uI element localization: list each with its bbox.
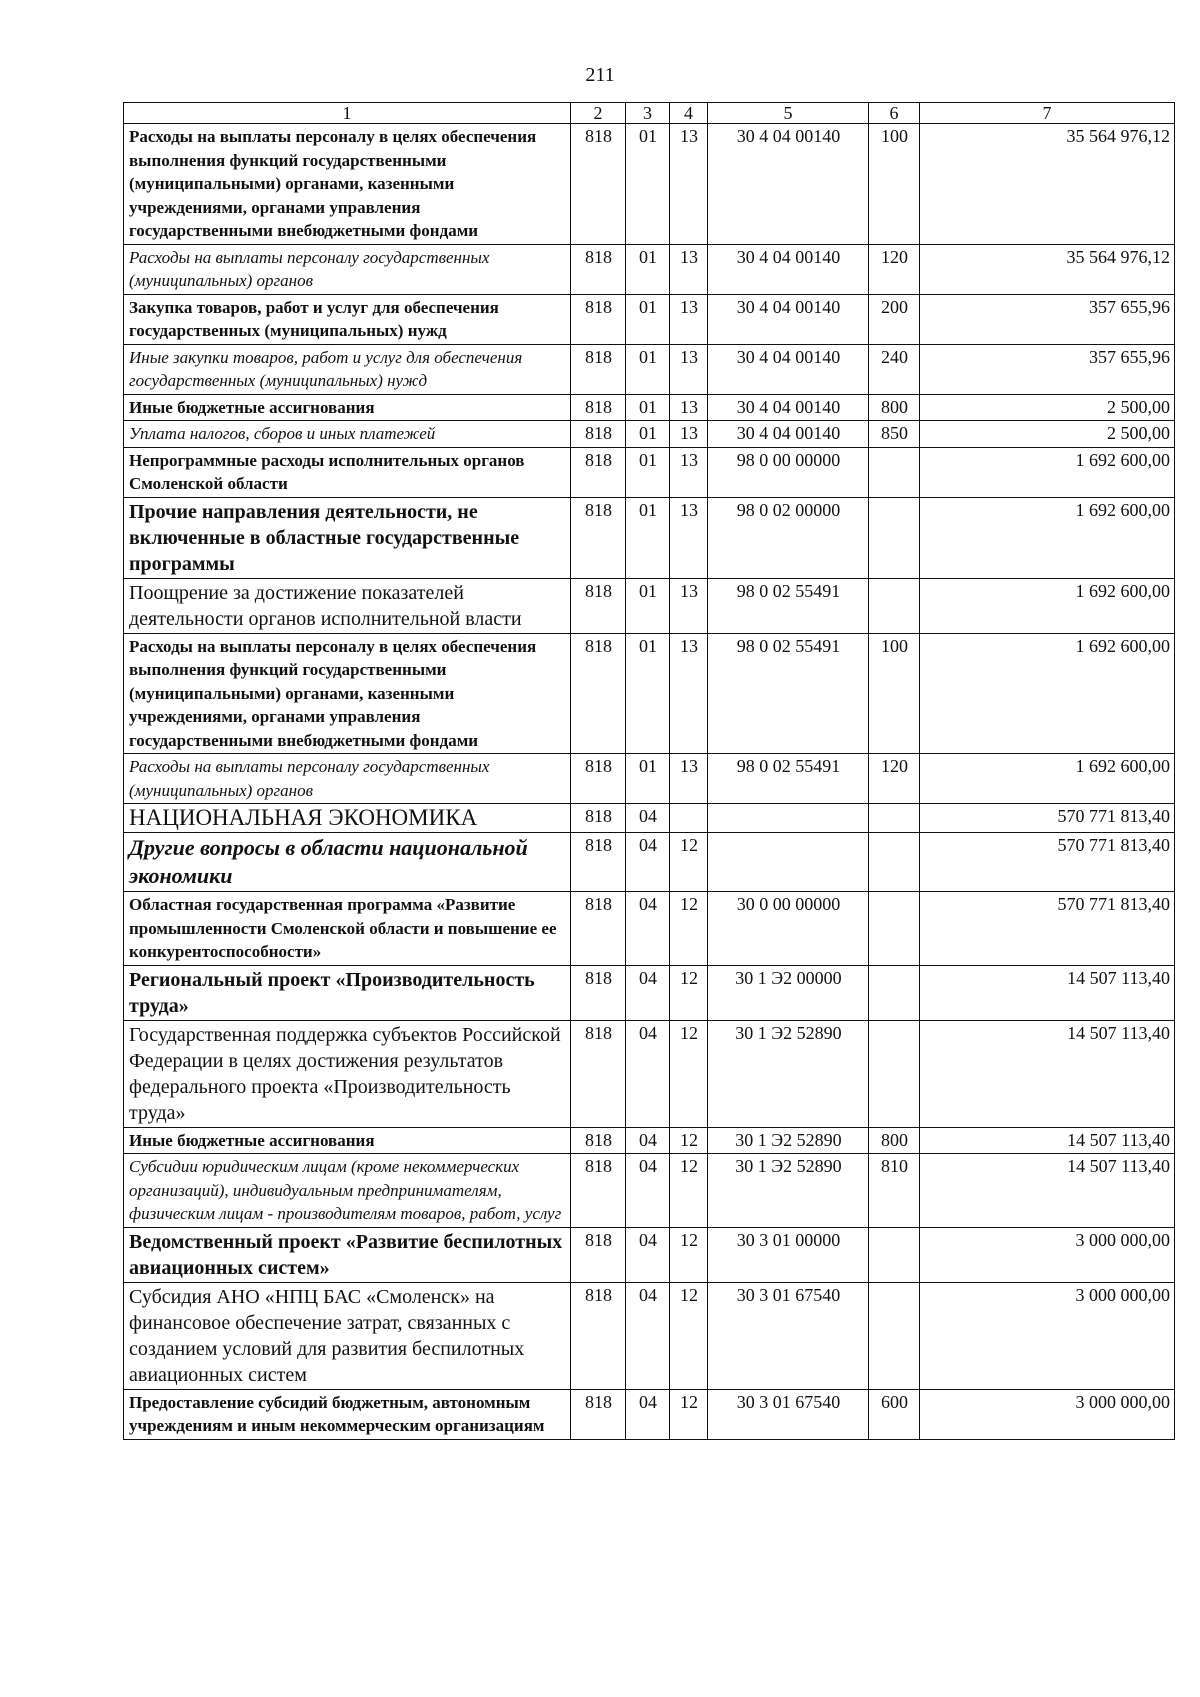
table-body xyxy=(124,124,1175,1440)
row-section: 818 xyxy=(571,578,626,633)
row-expense-type: 240 xyxy=(869,344,920,394)
row-section: 818 xyxy=(571,344,626,394)
row-subsection: 01 xyxy=(626,633,670,754)
table-row xyxy=(124,447,1175,497)
table-row xyxy=(124,1154,1175,1228)
header-col-6: 6 xyxy=(869,103,920,124)
row-name: Уплата налогов, сборов и иных платежей xyxy=(124,421,571,448)
row-amount: 14 507 113,40 xyxy=(920,1020,1175,1127)
budget-table xyxy=(123,102,1175,1440)
row-section: 818 xyxy=(571,892,626,966)
row-subsection: 01 xyxy=(626,294,670,344)
row-section: 818 xyxy=(571,1227,626,1282)
table-row xyxy=(124,892,1175,966)
row-amount: 14 507 113,40 xyxy=(920,1127,1175,1154)
row-target-code: 30 4 04 00140 xyxy=(708,344,869,394)
table-row xyxy=(124,294,1175,344)
row-item: 13 xyxy=(670,294,708,344)
table-row xyxy=(124,633,1175,754)
row-subsection: 01 xyxy=(626,497,670,578)
row-expense-type: 800 xyxy=(869,1127,920,1154)
row-section: 818 xyxy=(571,294,626,344)
row-subsection: 01 xyxy=(626,244,670,294)
header-col-4: 4 xyxy=(670,103,708,124)
row-target-code: 98 0 00 00000 xyxy=(708,447,869,497)
row-subsection: 04 xyxy=(626,1389,670,1439)
row-name: НАЦИОНАЛЬНАЯ ЭКОНОМИКА xyxy=(124,804,571,833)
row-expense-type xyxy=(869,833,920,892)
row-item: 12 xyxy=(670,1282,708,1389)
row-amount: 3 000 000,00 xyxy=(920,1282,1175,1389)
table-row xyxy=(124,804,1175,833)
row-amount: 14 507 113,40 xyxy=(920,965,1175,1020)
row-subsection: 04 xyxy=(626,1282,670,1389)
row-expense-type xyxy=(869,1020,920,1127)
row-expense-type: 850 xyxy=(869,421,920,448)
row-name: Закупка товаров, работ и услуг для обеспечения государственных (муниципальных) нужд xyxy=(124,294,571,344)
row-name: Иные закупки товаров, работ и услуг для обеспечения государственных (муниципальных) нужд xyxy=(124,344,571,394)
row-name: Непрограммные расходы исполнительных органов Смоленской области xyxy=(124,447,571,497)
row-target-code: 30 4 04 00140 xyxy=(708,394,869,421)
table-row xyxy=(124,244,1175,294)
row-name: Поощрение за достижение показателей деятельности органов исполнительной власти xyxy=(124,578,571,633)
table-row xyxy=(124,833,1175,892)
row-section: 818 xyxy=(571,1154,626,1228)
row-name: Расходы на выплаты персоналу государственных (муниципальных) органов xyxy=(124,754,571,804)
header-col-7: 7 xyxy=(920,103,1175,124)
row-target-code: 30 1 Э2 52890 xyxy=(708,1154,869,1228)
row-amount: 35 564 976,12 xyxy=(920,124,1175,245)
row-target-code: 98 0 02 55491 xyxy=(708,578,869,633)
row-subsection: 01 xyxy=(626,754,670,804)
row-expense-type xyxy=(869,1227,920,1282)
row-expense-type xyxy=(869,804,920,833)
row-subsection: 01 xyxy=(626,344,670,394)
row-expense-type xyxy=(869,1282,920,1389)
table-row xyxy=(124,421,1175,448)
row-target-code: 30 3 01 67540 xyxy=(708,1282,869,1389)
row-target-code: 30 0 00 00000 xyxy=(708,892,869,966)
row-subsection: 04 xyxy=(626,1154,670,1228)
row-name: Субсидия АНО «НПЦ БАС «Смоленск» на финансовое обеспечение затрат, связанных с созданием условий для развития беспилотных авиационных систем xyxy=(124,1282,571,1389)
table-row xyxy=(124,497,1175,578)
row-section: 818 xyxy=(571,244,626,294)
row-amount: 2 500,00 xyxy=(920,394,1175,421)
row-item: 13 xyxy=(670,497,708,578)
row-item: 12 xyxy=(670,892,708,966)
row-section: 818 xyxy=(571,124,626,245)
table-row xyxy=(124,344,1175,394)
row-expense-type xyxy=(869,965,920,1020)
row-name: Другие вопросы в области национальной экономики xyxy=(124,833,571,892)
row-amount: 2 500,00 xyxy=(920,421,1175,448)
row-subsection: 04 xyxy=(626,1020,670,1127)
row-expense-type xyxy=(869,497,920,578)
row-amount: 1 692 600,00 xyxy=(920,578,1175,633)
row-name: Предоставление субсидий бюджетным, автономным учреждениям и иным некоммерческим организациям xyxy=(124,1389,571,1439)
page-number: 211 xyxy=(585,64,615,86)
row-subsection: 04 xyxy=(626,965,670,1020)
row-expense-type xyxy=(869,447,920,497)
row-amount: 3 000 000,00 xyxy=(920,1389,1175,1439)
table-row xyxy=(124,578,1175,633)
row-item: 13 xyxy=(670,421,708,448)
row-section: 818 xyxy=(571,633,626,754)
row-amount: 1 692 600,00 xyxy=(920,633,1175,754)
row-subsection: 04 xyxy=(626,804,670,833)
row-amount: 357 655,96 xyxy=(920,344,1175,394)
row-target-code: 98 0 02 55491 xyxy=(708,754,869,804)
row-name: Государственная поддержка субъектов Российской Федерации в целях достижения результатов федерального проекта «Производительность труда» xyxy=(124,1020,571,1127)
row-name: Субсидии юридическим лицам (кроме некоммерческих организаций), индивидуальным предпринимателям, физическим лицам - производителям товаров, работ, услуг xyxy=(124,1154,571,1228)
table-row xyxy=(124,1020,1175,1127)
table-row xyxy=(124,124,1175,245)
row-section: 818 xyxy=(571,965,626,1020)
row-target-code: 98 0 02 00000 xyxy=(708,497,869,578)
row-item: 12 xyxy=(670,965,708,1020)
row-name: Областная государственная программа «Развитие промышленности Смоленской области и повышение ее конкурентоспособности» xyxy=(124,892,571,966)
row-name: Расходы на выплаты персоналу в целях обеспечения выполнения функций государственными (муниципальными) органами, казенными учреждениями, органами управления государственными внебюджетными фондами xyxy=(124,124,571,245)
row-expense-type xyxy=(869,578,920,633)
row-target-code: 30 1 Э2 52890 xyxy=(708,1020,869,1127)
row-subsection: 01 xyxy=(626,578,670,633)
table-row xyxy=(124,1127,1175,1154)
header-col-3: 3 xyxy=(626,103,670,124)
row-section: 818 xyxy=(571,394,626,421)
row-subsection: 01 xyxy=(626,447,670,497)
row-name: Региональный проект «Производительность труда» xyxy=(124,965,571,1020)
row-amount: 1 692 600,00 xyxy=(920,497,1175,578)
row-subsection: 01 xyxy=(626,124,670,245)
table-row xyxy=(124,1227,1175,1282)
row-subsection: 01 xyxy=(626,421,670,448)
row-section: 818 xyxy=(571,833,626,892)
row-item: 13 xyxy=(670,124,708,245)
row-item: 13 xyxy=(670,244,708,294)
row-section: 818 xyxy=(571,1020,626,1127)
row-target-code: 30 4 04 00140 xyxy=(708,294,869,344)
row-target-code: 98 0 02 55491 xyxy=(708,633,869,754)
row-expense-type xyxy=(869,892,920,966)
row-section: 818 xyxy=(571,1282,626,1389)
row-target-code xyxy=(708,833,869,892)
row-expense-type: 200 xyxy=(869,294,920,344)
row-expense-type: 810 xyxy=(869,1154,920,1228)
row-subsection: 04 xyxy=(626,833,670,892)
row-amount: 570 771 813,40 xyxy=(920,804,1175,833)
row-item: 13 xyxy=(670,633,708,754)
row-target-code: 30 1 Э2 52890 xyxy=(708,1127,869,1154)
row-amount: 570 771 813,40 xyxy=(920,833,1175,892)
row-name: Прочие направления деятельности, не включенные в областные государственные программы xyxy=(124,497,571,578)
row-amount: 1 692 600,00 xyxy=(920,754,1175,804)
row-item: 13 xyxy=(670,394,708,421)
row-expense-type: 600 xyxy=(869,1389,920,1439)
row-target-code: 30 1 Э2 00000 xyxy=(708,965,869,1020)
row-item: 12 xyxy=(670,1127,708,1154)
row-subsection: 04 xyxy=(626,1227,670,1282)
row-amount: 35 564 976,12 xyxy=(920,244,1175,294)
row-item xyxy=(670,804,708,833)
table-row xyxy=(124,1389,1175,1439)
row-expense-type: 120 xyxy=(869,754,920,804)
row-target-code: 30 4 04 00140 xyxy=(708,421,869,448)
row-section: 818 xyxy=(571,1127,626,1154)
row-target-code: 30 3 01 67540 xyxy=(708,1389,869,1439)
row-subsection: 04 xyxy=(626,892,670,966)
table-row xyxy=(124,754,1175,804)
table-row xyxy=(124,1282,1175,1389)
row-amount: 357 655,96 xyxy=(920,294,1175,344)
row-name: Иные бюджетные ассигнования xyxy=(124,394,571,421)
row-item: 12 xyxy=(670,1389,708,1439)
header-col-5: 5 xyxy=(708,103,869,124)
row-item: 12 xyxy=(670,1020,708,1127)
row-section: 818 xyxy=(571,754,626,804)
row-item: 12 xyxy=(670,1227,708,1282)
row-target-code: 30 4 04 00140 xyxy=(708,244,869,294)
row-amount: 14 507 113,40 xyxy=(920,1154,1175,1228)
row-target-code: 30 3 01 00000 xyxy=(708,1227,869,1282)
row-expense-type: 120 xyxy=(869,244,920,294)
header-col-1: 1 xyxy=(124,103,571,124)
table-row xyxy=(124,965,1175,1020)
row-subsection: 04 xyxy=(626,1127,670,1154)
row-subsection: 01 xyxy=(626,394,670,421)
row-section: 818 xyxy=(571,1389,626,1439)
row-name: Расходы на выплаты персоналу в целях обеспечения выполнения функций государственными (муниципальными) органами, казенными учреждениями, органами управления государственными внебюджетными фондами xyxy=(124,633,571,754)
row-item: 12 xyxy=(670,833,708,892)
row-item: 13 xyxy=(670,754,708,804)
row-amount: 3 000 000,00 xyxy=(920,1227,1175,1282)
row-section: 818 xyxy=(571,804,626,833)
row-expense-type: 800 xyxy=(869,394,920,421)
header-row xyxy=(124,103,1175,124)
row-item: 13 xyxy=(670,447,708,497)
row-name: Ведомственный проект «Развитие беспилотных авиационных систем» xyxy=(124,1227,571,1282)
row-expense-type: 100 xyxy=(869,124,920,245)
row-name: Иные бюджетные ассигнования xyxy=(124,1127,571,1154)
row-item: 12 xyxy=(670,1154,708,1228)
row-target-code xyxy=(708,804,869,833)
row-name: Расходы на выплаты персоналу государственных (муниципальных) органов xyxy=(124,244,571,294)
row-target-code: 30 4 04 00140 xyxy=(708,124,869,245)
row-amount: 570 771 813,40 xyxy=(920,892,1175,966)
row-item: 13 xyxy=(670,344,708,394)
row-section: 818 xyxy=(571,497,626,578)
row-section: 818 xyxy=(571,447,626,497)
header-col-2: 2 xyxy=(571,103,626,124)
row-expense-type: 100 xyxy=(869,633,920,754)
row-section: 818 xyxy=(571,421,626,448)
row-amount: 1 692 600,00 xyxy=(920,447,1175,497)
table-row xyxy=(124,394,1175,421)
row-item: 13 xyxy=(670,578,708,633)
